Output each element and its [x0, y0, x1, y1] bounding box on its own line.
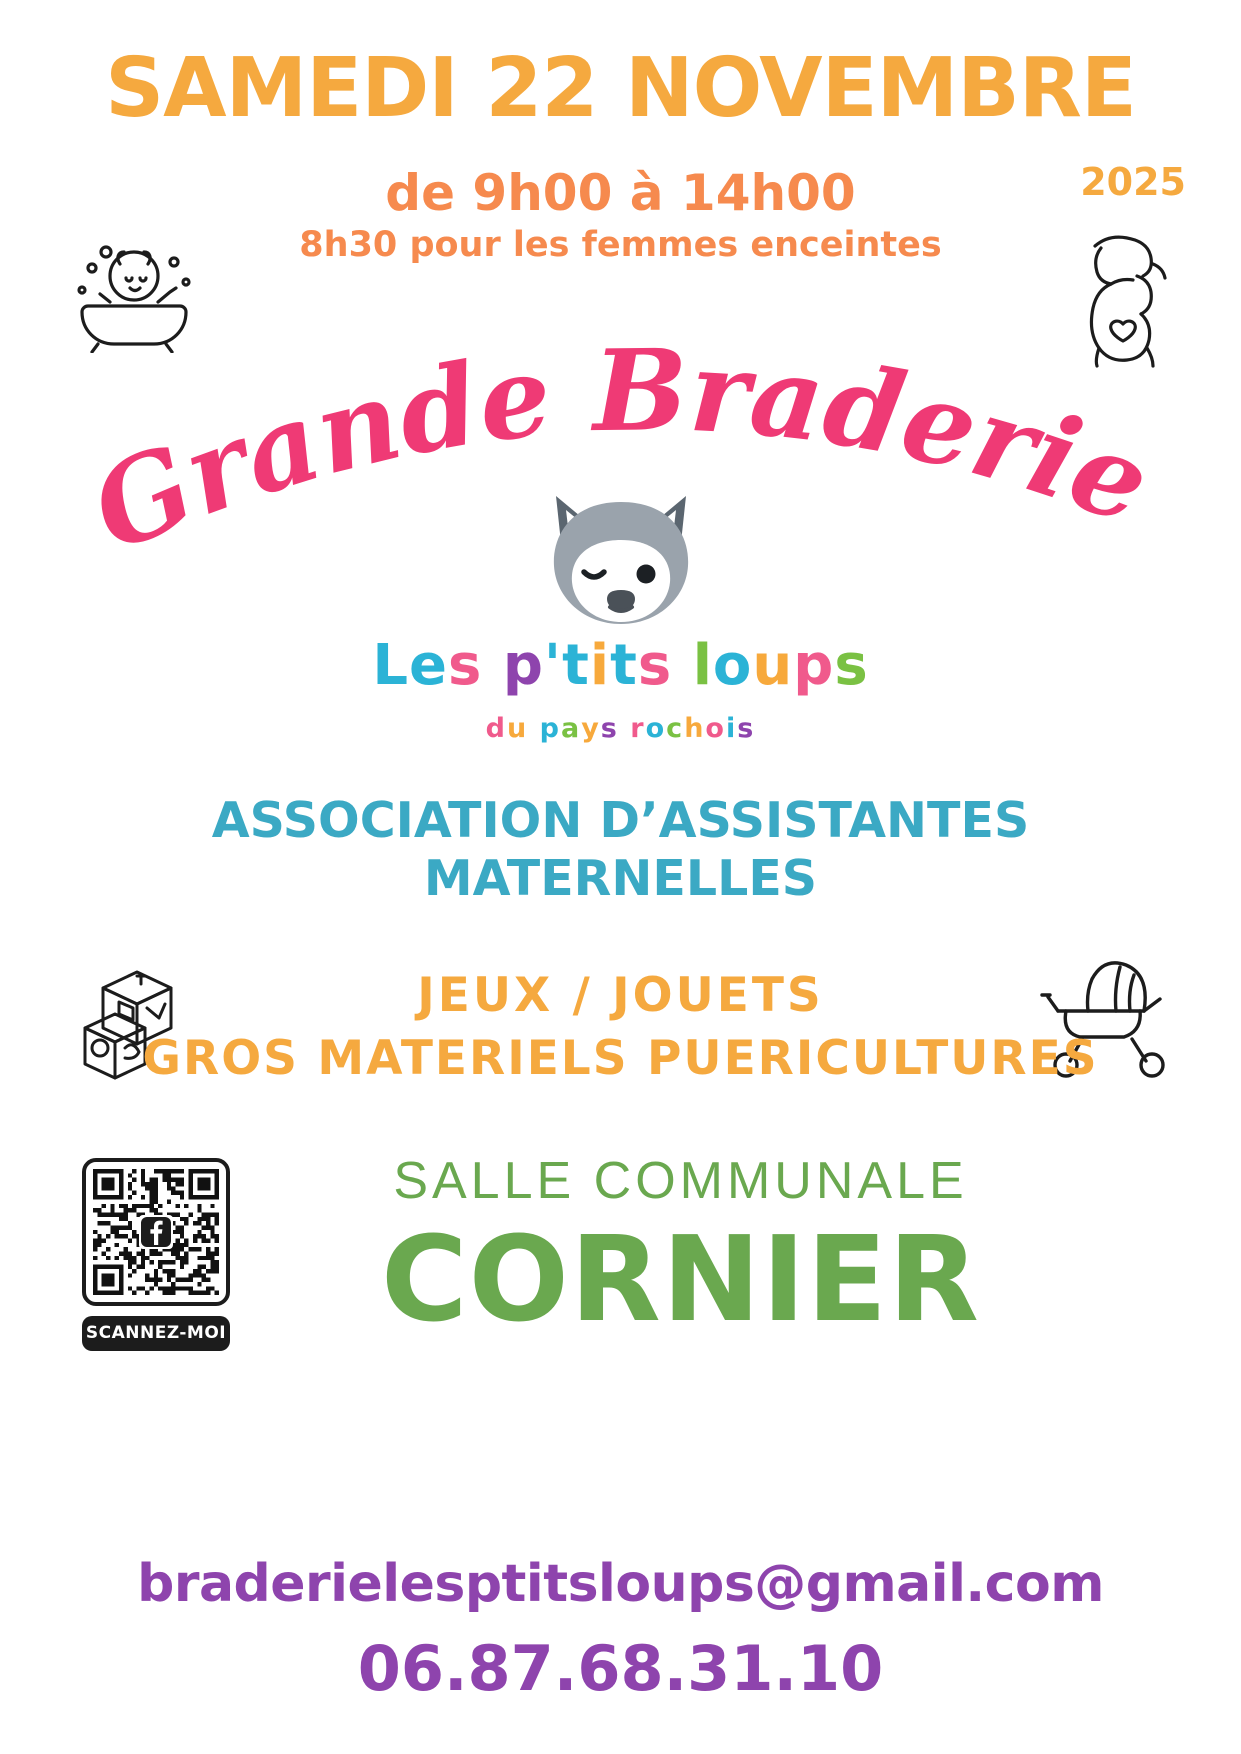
logo-subtitle — [0, 715, 1241, 742]
logo-letter — [672, 638, 693, 694]
logo-letter — [619, 715, 630, 742]
contact-phone[interactable]: 06.87.68.31.10 — [357, 1632, 884, 1705]
association-line-2: MATERNELLES — [423, 849, 818, 907]
logo-letter — [528, 715, 539, 742]
association-line-1: ASSOCIATION D’ASSISTANTES — [211, 792, 1030, 849]
venue-line-2: CORNIER — [381, 1210, 980, 1348]
logo-letter: p — [793, 633, 835, 698]
logo-letter: u — [752, 633, 794, 698]
logo-letter: h — [684, 713, 706, 744]
event-date: SAMEDI 22 NOVEMBRE — [105, 41, 1136, 136]
logo-letter: t — [610, 633, 638, 698]
logo-letter: o — [705, 713, 726, 744]
logo-letter: s — [447, 633, 483, 698]
logo-letter: l — [692, 633, 713, 698]
logo-letter: s — [737, 713, 756, 744]
logo-letter: i — [589, 633, 611, 698]
logo-letter: ' — [543, 633, 563, 698]
logo-letter: a — [560, 713, 582, 744]
logo-letter: r — [630, 713, 646, 744]
category-line-2: GROS MATERIELS PUERICULTURES — [142, 1031, 1099, 1086]
event-hours-note: 8h30 pour les femmes enceintes — [299, 225, 942, 265]
logo-letter: o — [645, 713, 667, 744]
logo-letter: t — [562, 633, 590, 698]
association-title — [0, 792, 1241, 908]
fox-head-icon — [526, 478, 716, 638]
venue-line-1: SALLE COMMUNALE — [393, 1152, 968, 1210]
event-year: 2025 — [1080, 160, 1186, 204]
logo-letter — [482, 638, 503, 694]
logo-letter: s — [637, 633, 673, 698]
logo-letter: s — [834, 633, 869, 698]
logo-letter: s — [600, 713, 619, 744]
contact-email[interactable]: braderielesptitsloups@gmail.com — [137, 1554, 1104, 1614]
logo-letter: L — [372, 633, 409, 698]
logo-letter: d — [485, 713, 507, 744]
logo-letter: p — [502, 633, 544, 698]
logo-letter: e — [409, 633, 448, 698]
poster-title-text: Grande Braderie — [73, 330, 1167, 578]
logo-letter: o — [712, 633, 753, 698]
logo-letter: i — [725, 713, 738, 744]
scan-me-label: SCANNEZ-MOI — [82, 1316, 230, 1351]
category-line-1: JEUX / JOUETS — [417, 968, 824, 1023]
logo-letter: c — [666, 713, 685, 744]
logo-letter: p — [539, 713, 561, 744]
event-hours: de 9h00 à 14h00 — [385, 164, 856, 222]
logo-letter: u — [506, 713, 529, 744]
logo-name — [0, 633, 1241, 698]
logo-letter: y — [581, 713, 601, 744]
